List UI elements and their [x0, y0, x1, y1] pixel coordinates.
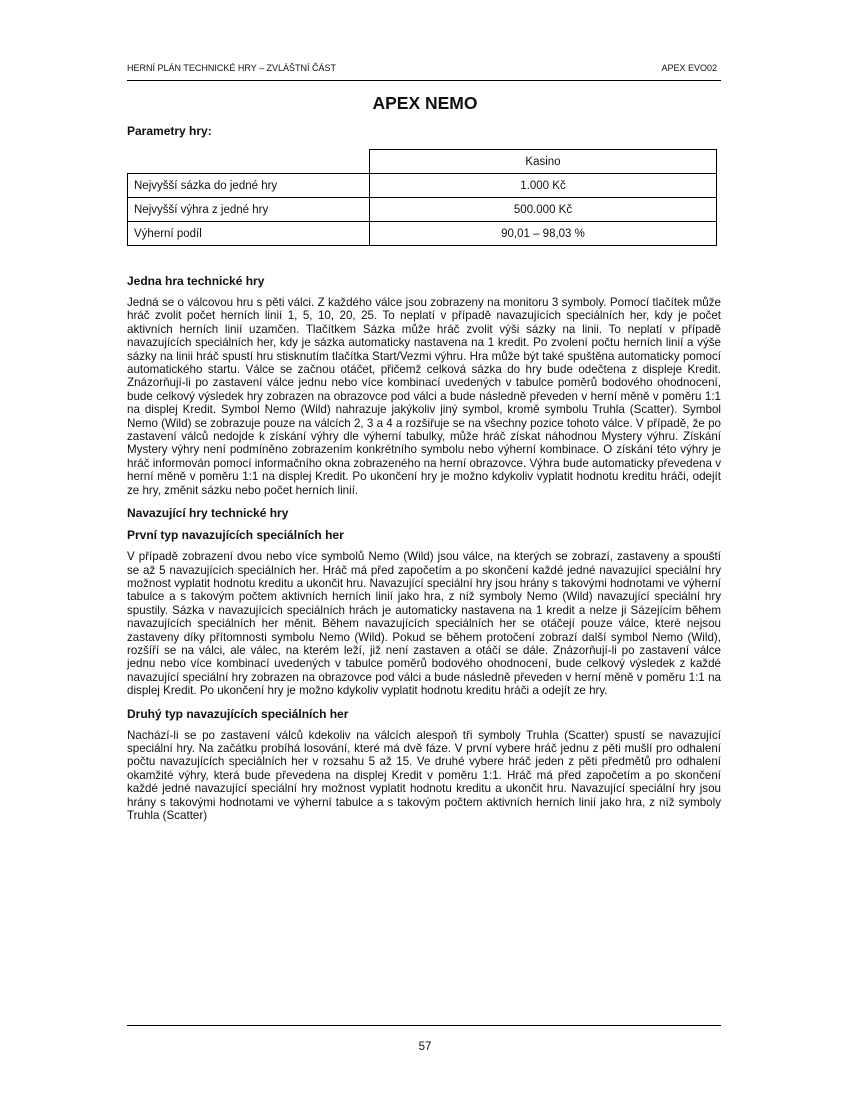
table-column-header: Kasino [370, 150, 717, 174]
section-paragraph: Nachází-li se po zastavení válců kdekoliv na válcích alespoň tři symboly Truhla (Scatter) spustí se navazující speciální hry. Na začátku probíhá losování, které má dvě fáze. V první vybere hráč jednu z pěti mušlí pro odhalení počtu navazujících speciálních her v rozsahu 5 až 15. Ve druhé vybere hráč jeden z pěti předmětů pro odhalení okamžité výhry, která bude převedena na displej Kredit v poměru 1:1. Hráč má před započetím a po skončení každé jedné navazující speciální hry možnost vyplatit hodnotu kreditu a ukončit hru. Navazující speciální hry jsou hrány s takovými hodnotami ve výherní tabulce a s takovým počtem aktivních herních linií jako hra, z níž symboly Truhla (Scatter) [127, 728, 721, 822]
table-row-value: 90,01 – 98,03 % [370, 222, 717, 246]
section-heading-single-game: Jedna hra technické hry [127, 274, 265, 288]
parameters-table [127, 149, 717, 246]
section-paragraph: Jedná se o válcovou hru s pěti válci. Z každého válce jsou zobrazeny na monitoru 3 symboly. Pomocí tlačítek může hráč zvolit počet herních linií 1, 5, 10, 20, 25. To neplatí v případě navazujících speciálních her, kdy je počet aktivních herních linií uzamčen. Tlačítkem Sázka může hráč zvolit výši sázky na linii. To neplatí v případě navazujících speciálních her, kdy je sázka automaticky nastavena na 1 kredit. Po zvolení počtu herních linií a výše sázky na linii hráč spustí hru stisknutím tlačítka Start/Vezmi výhru. Hra může být také spuštěna automaticky pomocí automatického startu. Válce se začnou otáčet, přičemž celková sázka do hry bude odečtena z displeje Kredit. Znázorňují-li po zastavení válce jednu nebo více kombinací uvedených v tabulce poměrů bodového ohodnocení, bude celkový výsledek hry zobrazen na obrazovce pod válci a bude následně převeden v herní měně v poměru 1:1 na displej Kredit. Symbol Nemo (Wild) nahrazuje jakýkoliv jiný symbol, kromě symbolu Truhla (Scatter). Symbol Nemo (Wild) se zobrazuje pouze na válcích 2, 3 a 4 a rozšiřuje se na všechny pozice tohoto válce. V případě, že po zastavení válců nedojde k získání výhry dle výherní tabulky, může hráč získat náhodnou Mystery výhru. Získání Mystery výhry není podmíněno zobrazením konkrétního symbolu nebo výherní kombinace. O získání této výhry je hráč informován pomocí informačního okna zobrazeného na herní obrazovce. Výhra bude automaticky převedena v herní měně v poměru 1:1 na displej Kredit. Po ukončení hry je možno kdykoliv vyplatit hodnotu kreditu hráči, odejít ze hry, změnit sázku nebo počet herních linií. [127, 296, 721, 497]
parameters-label: Parametry hry: [127, 124, 212, 138]
section-heading-follow-up-games: Navazující hry technické hry [127, 506, 289, 521]
header-document-title: HERNÍ PLÁN TECHNICKÉ HRY – ZVLÁŠTNÍ ČÁST [127, 63, 337, 73]
header-divider [127, 80, 721, 81]
page-header [127, 63, 717, 73]
section-heading-first-type: První typ navazujících speciálních her [127, 528, 344, 543]
document-body [127, 274, 721, 831]
footer-divider [127, 1025, 721, 1026]
table-row-value: 1.000 Kč [370, 174, 717, 198]
page-number: 57 [418, 1041, 432, 1053]
section-paragraph: V případě zobrazení dvou nebo více symbolů Nemo (Wild) jsou válce, na kterých se zobrazí, zastaveny a spouští se až 5 navazujících speciálních her. Hráč má před započetím a po skončení každé jedné navazující speciální hry možnost vyplatit hodnotu kreditu a ukončit hru. Navazující speciální hry jsou hrány s takovými hodnotami ve výherní tabulce a s takovým počtem aktivních herních linií jako hra, z níž symboly Nemo (Wild) navazující speciální hry spustily. Sázka v navazujících speciálních hrách je automaticky nastavena na 1 kredit a nelze ji Sázejícím během navazujících speciálních her měnit. Během navazujících speciálních her se otáčejí pouze válce, které nejsou zastaveny díky přítomnosti symbolu Nemo (Wild). Pokud se během protočení zobrazí další symbol Nemo (Wild), rozšíří se na válci, ale válec, na kterém leží, již není zastaven a otáčí se dále. Znázorňují-li po zastavení válce jednu nebo více kombinací uvedených v tabulce poměrů bodového ohodnocení, bude celkový výsledek z každé navazující speciální hry zobrazen na obrazovce pod válci a bude následně převeden v herní měně v poměru 1:1 na displej Kredit. Po ukončení hry je možno kdykoliv vyplatit hodnotu kreditu hráči a odejít ze hry. [127, 550, 721, 698]
page-title: APEX NEMO [372, 93, 478, 113]
table-row-label: Nejvyšší sázka do jedné hry [128, 174, 370, 198]
table-row [128, 198, 717, 222]
section-heading-second-type: Druhý typ navazujících speciálních her [127, 706, 349, 721]
table-row [128, 222, 717, 246]
table-corner-cell [128, 150, 370, 174]
table-row-label: Nejvyšší výhra z jedné hry [128, 198, 370, 222]
table-header-row [128, 150, 717, 174]
table-row [128, 174, 717, 198]
table-row-label: Výherní podíl [128, 222, 370, 246]
header-document-code: APEX EVO02 [661, 63, 717, 73]
table-row-value: 500.000 Kč [370, 198, 717, 222]
